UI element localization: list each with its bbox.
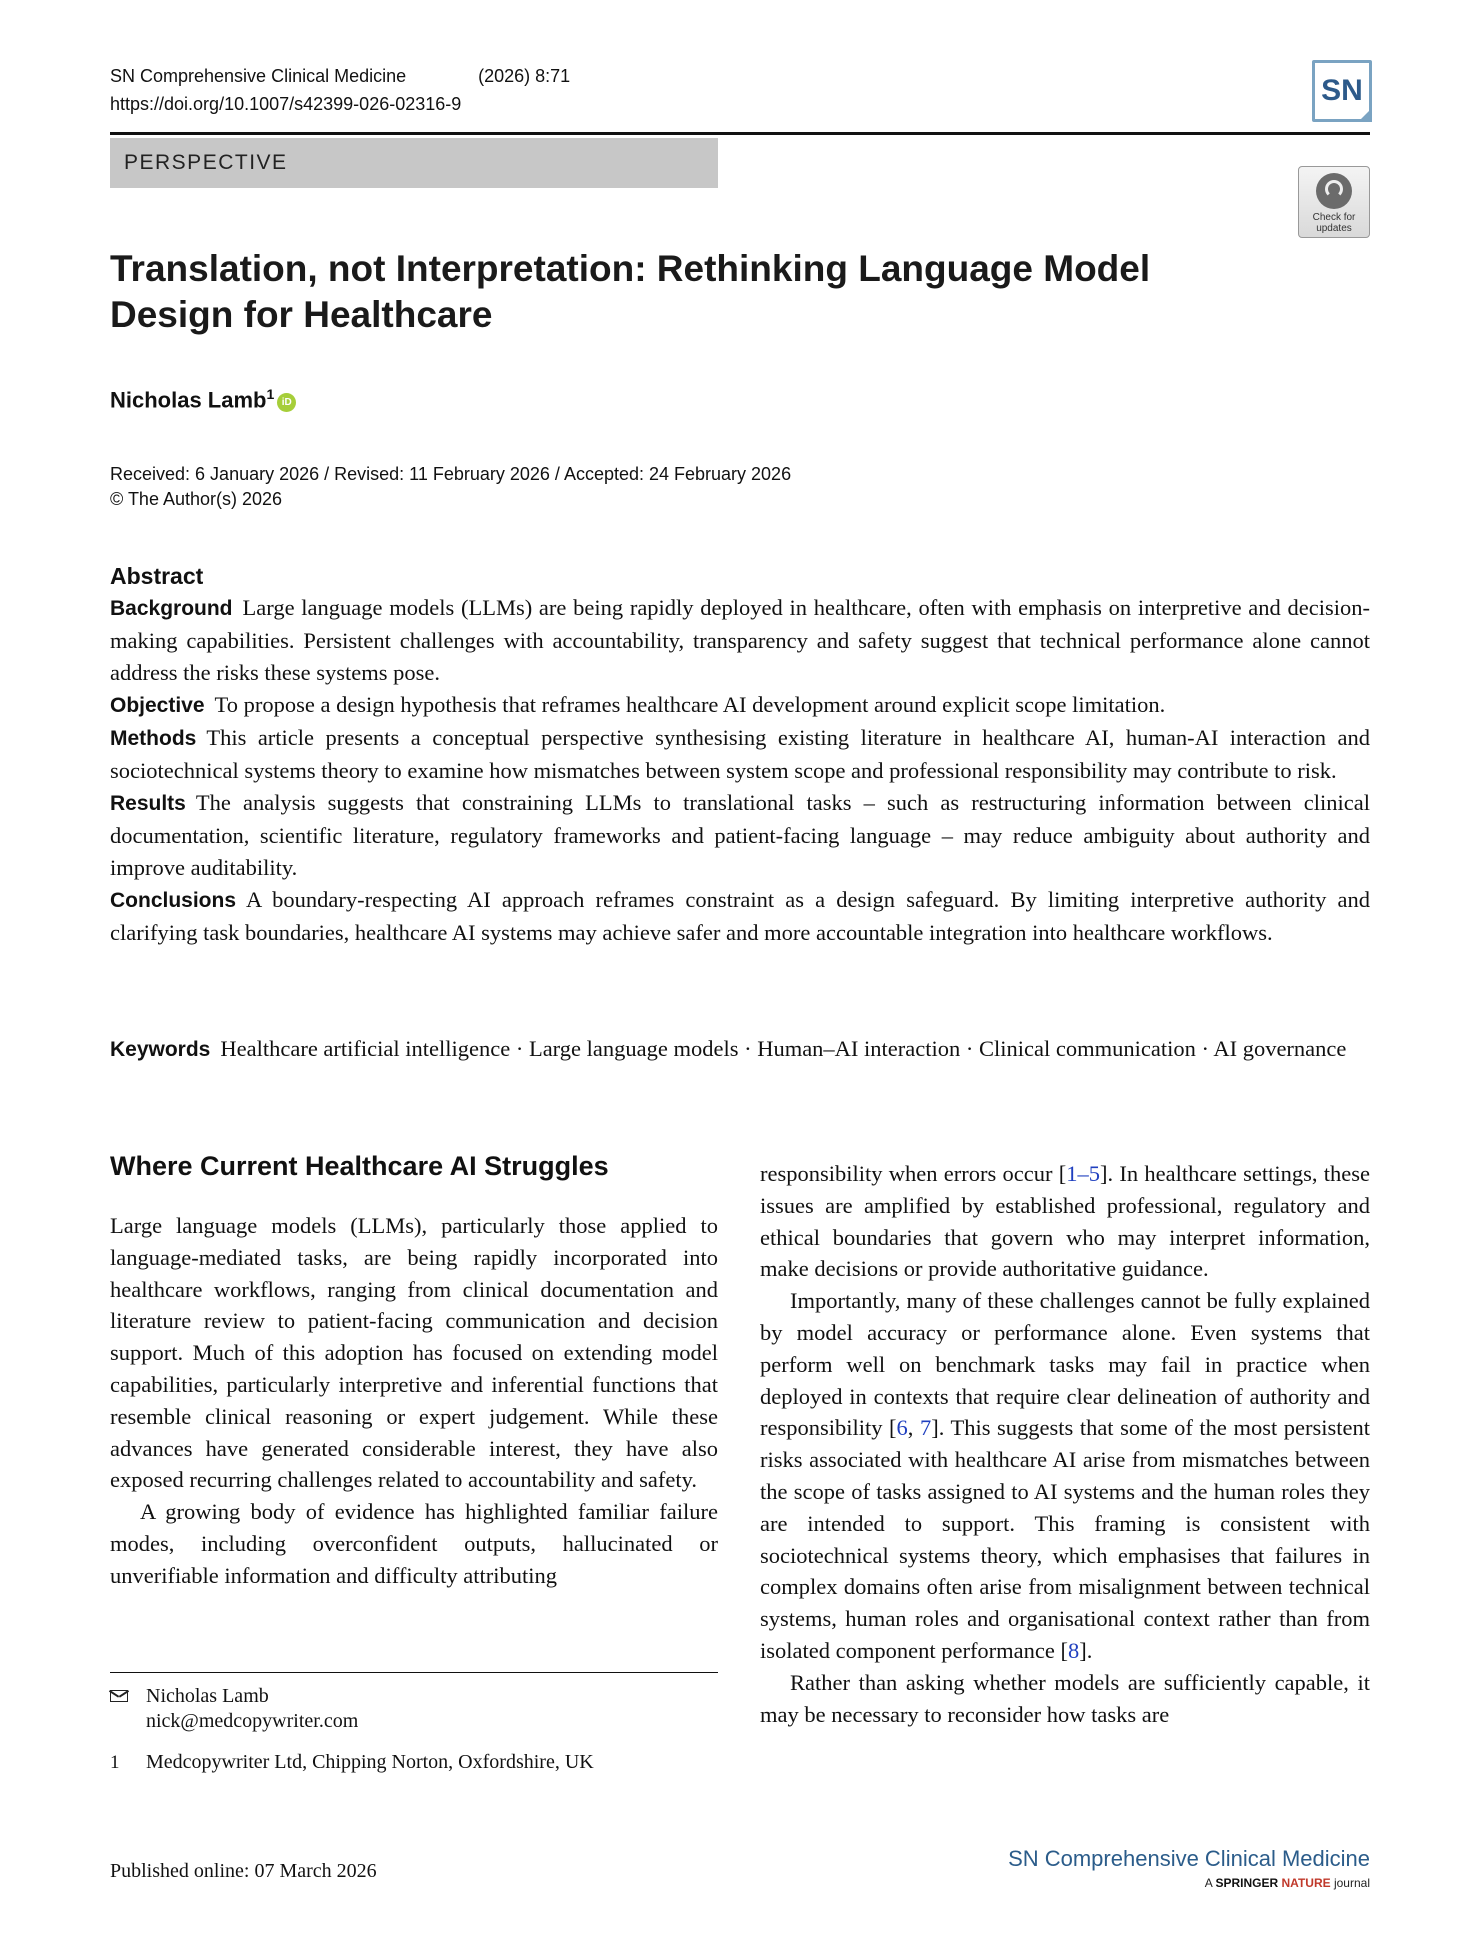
abstract-objective: Objective To propose a design hypothesis that reframes healthcare AI development around explicit scope limitation. <box>110 692 1166 717</box>
year-volume: (2026) 8:71 <box>478 66 571 86</box>
header-divider <box>110 132 1370 135</box>
published-date: Published online: 07 March 2026 <box>110 1860 377 1882</box>
sn-logo: SN <box>1312 60 1372 122</box>
body-right-column <box>760 1158 1370 1730</box>
citation-link[interactable]: 7 <box>919 1415 932 1441</box>
article-dates <box>110 462 791 512</box>
affiliation-mark: 1 <box>266 386 275 402</box>
affiliation: 1 Medcopywriter Ltd, Chipping Norton, Oxfordshire, UK <box>110 1751 594 1773</box>
check-updates-label: Check for updates <box>1312 212 1356 234</box>
footnote-divider <box>110 1672 718 1673</box>
orcid-icon[interactable]: iD <box>277 393 296 412</box>
citation-link[interactable]: 6 <box>896 1415 908 1441</box>
body-paragraph: Large language models (LLMs), particularly those applied to language-mediated tasks, are being rapidly incorporated into healthcare workflows, ranging from clinical documentation and literature review to patient-facing communication and decision support. Much of this adoption has focused on extending model capabilities, particularly interpretive and inferential functions that resemble clinical reasoning or expert judgement. While these advances have generated considerable interest, they have also exposed recurring challenges related to accountability and safety. <box>110 1213 718 1493</box>
section-heading: Where Current Healthcare AI Struggles <box>110 1151 609 1181</box>
citation-link[interactable]: 8 <box>1068 1637 1080 1663</box>
footer-journal-name: SN Comprehensive Clinical Medicine <box>1008 1846 1370 1871</box>
author-line <box>110 386 296 413</box>
affiliation-text: Medcopywriter Ltd, Chipping Norton, Oxfordshire, UK <box>146 1751 594 1773</box>
contact-name: Nicholas Lamb <box>146 1685 269 1707</box>
article-history: Received: 6 January 2026 / Revised: 11 February 2026 / Accepted: 24 February 2026 <box>110 464 792 484</box>
body-paragraph: A growing body of evidence has highlighted familiar failure modes, including overconfident outputs, hallucinated or unverifiable information and difficulty attributing <box>110 1499 718 1588</box>
body-paragraph: Importantly, many of these challenges cannot be fully explained by model accuracy or performance alone. Even systems that perform well on benchmark tasks may fail in practice when deployed in contexts that require clear delineation of authority and responsibility [6, 7]. This suggests that some of the most persistent risks associated with healthcare AI arise from mismatches between the scope of tasks assigned to AI systems and the human roles they are intended to support. This framing is consistent with sociotechnical systems theory, which emphasises that failures in complex domains often arise from misalignment between technical systems, human roles and organisational context rather than from isolated component performance [8]. <box>760 1288 1370 1663</box>
article-type-banner <box>110 138 718 188</box>
footer-journal-branding <box>930 1846 1370 1890</box>
abstract-heading: Abstract <box>110 563 204 589</box>
abstract-conclusions: Conclusions A boundary-respecting AI approach reframes constraint as a design safeguard. By limiting interpretive authority and clarifying task boundaries, healthcare AI systems may achieve safer and more accountable integration into healthcare workflows. <box>110 887 1370 945</box>
journal-name: SN Comprehensive Clinical Medicine <box>110 66 407 86</box>
envelope-icon <box>110 1690 128 1702</box>
doi-link[interactable]: https://doi.org/10.1007/s42399-026-02316-9 <box>110 94 462 114</box>
abstract-methods: Methods This article presents a conceptual perspective synthesising existing literature in healthcare AI, human-AI interaction and sociotechnical systems theory to examine how mismatches between system scope and professional responsibility may contribute to risk. <box>110 725 1370 783</box>
corresponding-author <box>110 1684 718 1734</box>
citation-link[interactable]: 1–5 <box>1066 1161 1100 1186</box>
abstract <box>110 560 1370 949</box>
publisher-line: A SPRINGER NATURE journal <box>1204 1876 1370 1890</box>
abstract-results: Results The analysis suggests that constraining LLMs to translational tasks – such as restructuring information between clinical documentation, scientific literature, regulatory frameworks and patient-facing language – may reduce ambiguity about authority and improve auditability. <box>110 790 1370 880</box>
copyright-line: © The Author(s) 2026 <box>110 489 283 509</box>
keywords-list: Healthcare artificial intelligence · Large language models · Human–AI interaction · Clinical communication · AI governance <box>220 1036 1347 1061</box>
body-paragraph: Rather than asking whether models are sufficiently capable, it may be necessary to reconsider how tasks are <box>760 1669 1370 1727</box>
footnotes <box>110 1684 718 1775</box>
body-paragraph: responsibility when errors occur [1–5]. In healthcare settings, these issues are amplified by established professional, regulatory and ethical boundaries that govern who may interpret information, make decisions or provide authoritative guidance. <box>760 1161 1370 1282</box>
keywords: Keywords Healthcare artificial intelligence · Large language models · Human–AI interaction · Clinical communication · AI governance <box>110 1036 1347 1061</box>
article-type-label: PERSPECTIVE <box>124 151 288 174</box>
author-name[interactable]: Nicholas Lamb <box>110 387 267 413</box>
abstract-background: Background Large language models (LLMs) are being rapidly deployed in healthcare, often with emphasis on interpretive and decision-making capabilities. Persistent challenges with accountability, transparency and safety suggest that technical performance alone cannot address the risks these systems pose. <box>110 595 1370 685</box>
journal-header <box>110 66 570 87</box>
article-title: Translation, not Interpretation: Rethinking Language Model Design for Healthcare <box>110 248 1151 335</box>
contact-email[interactable]: nick@medcopywriter.com <box>146 1710 359 1732</box>
check-for-updates-badge[interactable] <box>1298 166 1370 238</box>
body-left-column <box>110 1146 718 1592</box>
check-updates-icon <box>1316 173 1352 209</box>
